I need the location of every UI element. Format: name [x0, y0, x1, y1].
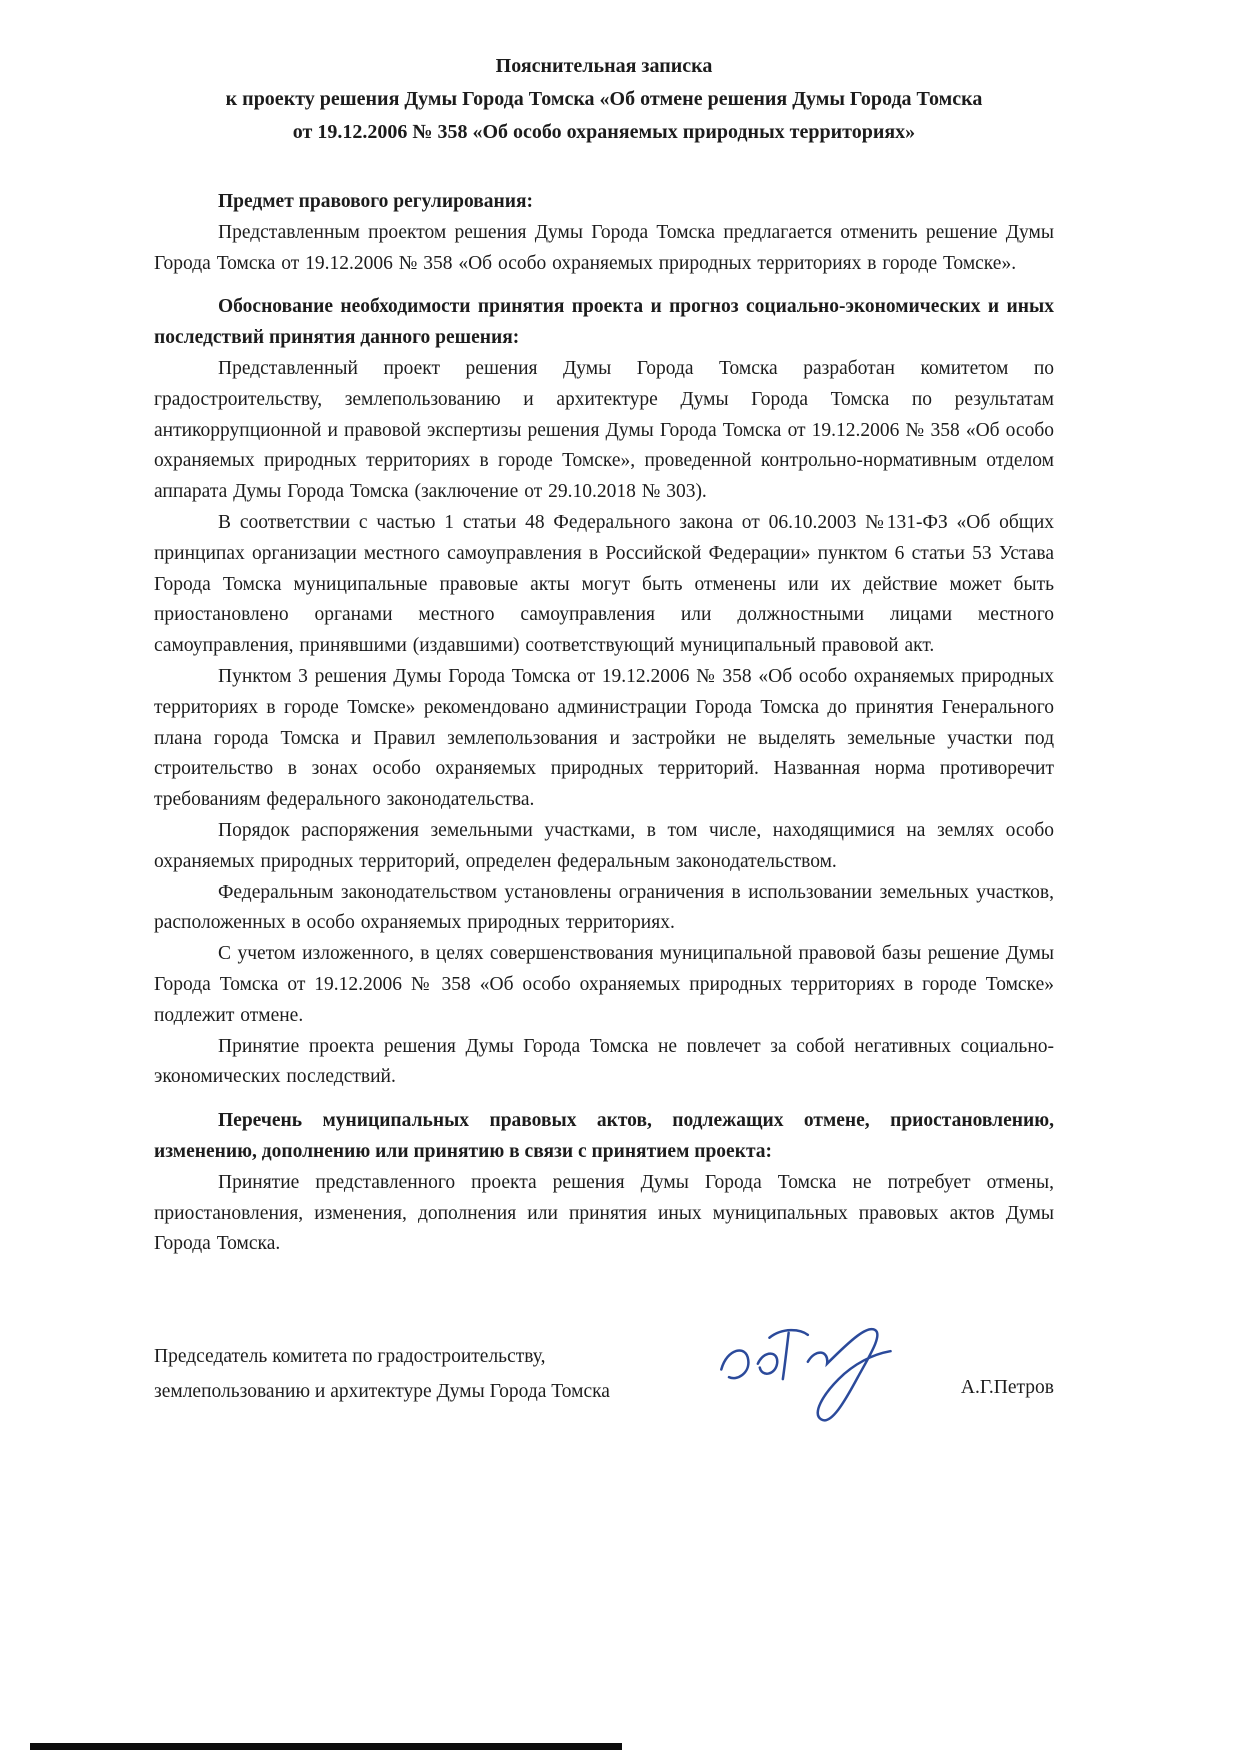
title-line: Пояснительная записка — [495, 55, 713, 77]
handwritten-signature — [699, 1306, 909, 1431]
signer-position — [154, 1340, 685, 1408]
section-heading: Предмет правового регулирования: — [218, 191, 533, 212]
section-justification — [154, 292, 1054, 1093]
signer-position-line: землепользованию и архитектуре Думы Города Томска — [154, 1380, 610, 1402]
signature-block — [154, 1318, 1054, 1431]
section-heading: Перечень муниципальных правовых актов, подлежащих отмене, приостановлению, изменению, дополнению или принятию в связи с принятием проекта: — [154, 1110, 1054, 1162]
paragraph: Федеральным законодательством установлены ограничения в использовании земельных участков, расположенных в особо охраняемых природных территориях. — [154, 881, 1054, 934]
document-title — [154, 50, 1054, 149]
signer-position-line: Председатель комитета по градостроительству, — [154, 1346, 546, 1368]
section-subject — [154, 187, 1054, 279]
paragraph: В соответствии с частью 1 статьи 48 Федерального закона от 06.10.2003 №131-ФЗ «Об общих принципах организации местного самоуправления в Российской Федерации» пунктом 6 статьи 53 Устава Города Томска муниципальные правовые акты могут быть отменены или их действие может быть приостановлено органами местного самоуправления или должностными лицами местного самоуправления, принявшими (издавшими) соответствующий муниципальный правовой акт. — [154, 511, 1054, 657]
paragraph: С учетом изложенного, в целях совершенствования муниципальной правовой базы решение Думы Города Томска от 19.12.2006 № 358 «Об особо охраняемых природных территориях в городе Томске» подлежит отмене. — [154, 943, 1054, 1026]
paragraph: Принятие проекта решения Думы Города Томска не повлечет за собой негативных социально-экономических последствий. — [154, 1035, 1054, 1088]
paragraph: Представленным проектом решения Думы Города Томска предлагается отменить решение Думы Города Томска от 19.12.2006 № 358 «Об особо охраняемых природных территориях в городе Томске». — [154, 221, 1054, 274]
title-line: от 19.12.2006 № 358 «Об особо охраняемых природных территориях» — [292, 121, 916, 143]
signature-ink-icon — [699, 1306, 909, 1431]
paragraph: Принятие представленного проекта решения Думы Города Томска не потребует отмены, приостановления, изменения, дополнения или принятия иных муниципальных правовых актов Думы Города Томска. — [154, 1171, 1054, 1255]
paragraph: Пунктом 3 решения Думы Города Томска от 19.12.2006 № 358 «Об особо охраняемых природных территориях в городе Томске» рекомендовано администрации Города Томска до принятия Генерального плана города Томска и Правил землепользования и застройки не выделять земельные участки под строительство в зонах особо охраняемых природных территорий. Названная норма противоречит требованиям федерального законодательства. — [154, 665, 1054, 811]
paragraph: Представленный проект решения Думы Города Томска разработан комитетом по градостроительству, землепользованию и архитектуре Думы Города Томска по результатам антикоррупционной и правовой экспертизы решения Думы Города Томска от 19.12.2006 № 358 «Об особо охраняемых природных территориях в городе Томске», проведенной контрольно-нормативным отделом аппарата Думы Города Томска (заключение от 29.10.2018 № 303). — [154, 357, 1054, 503]
scan-artifact-bar — [30, 1743, 622, 1750]
paragraph: Порядок распоряжения земельными участками, в том числе, находящимися на землях особо охраняемых природных территорий, определен федеральным законодательством. — [154, 819, 1054, 872]
section-acts-list — [154, 1106, 1054, 1260]
title-line: к проекту решения Думы Города Томска «Об отмене решения Думы Города Томска — [225, 88, 983, 110]
signer-name: А.Г.Петров — [960, 1376, 1054, 1398]
section-heading: Обоснование необходимости принятия проекта и прогноз социально-экономических и иных последствий принятия данного решения: — [154, 296, 1054, 349]
